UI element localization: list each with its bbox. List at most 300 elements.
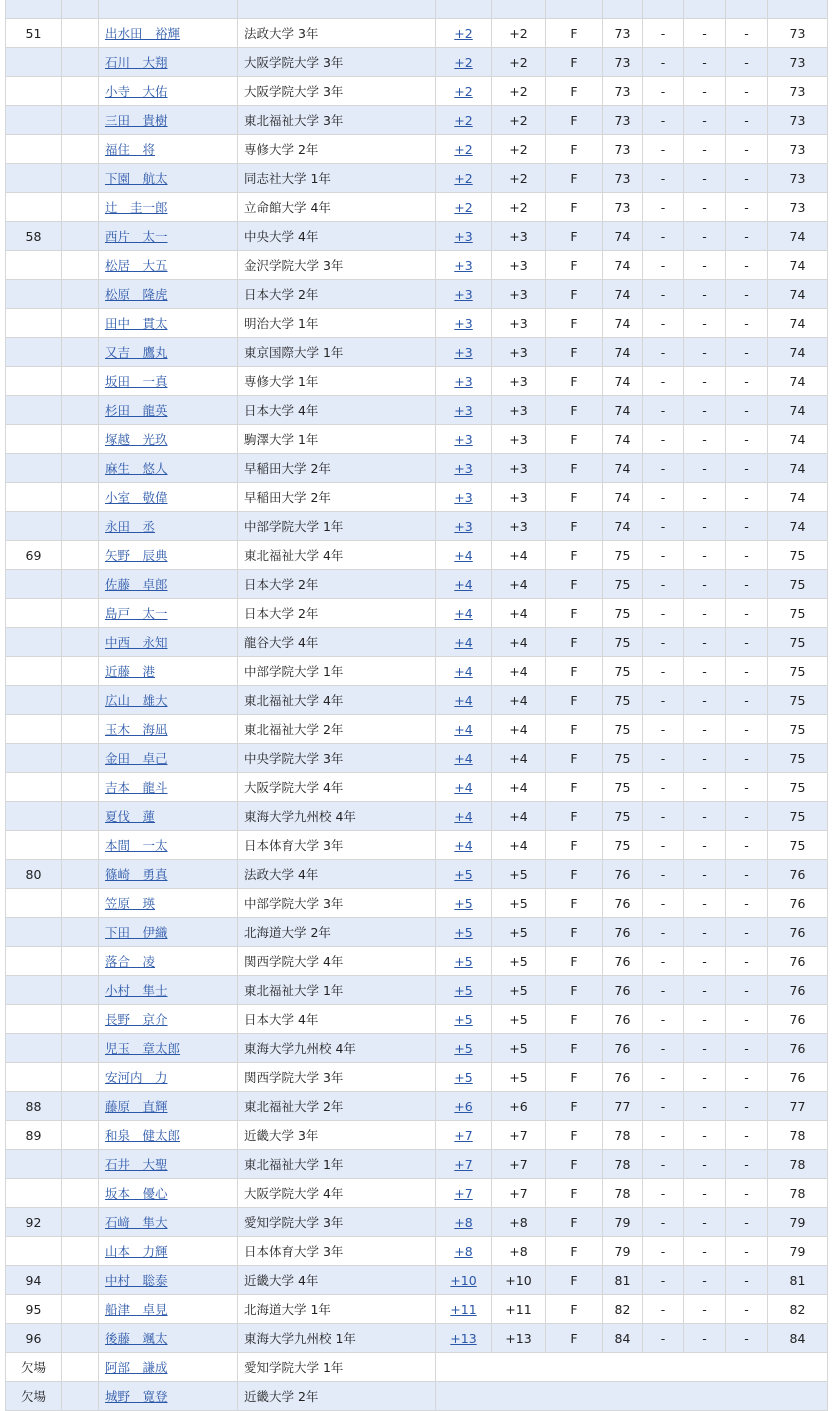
round1-cell: 76 <box>603 947 643 976</box>
rank-cell: 88 <box>6 1092 62 1121</box>
player-name <box>99 309 238 338</box>
score-cell-link[interactable]: +3 <box>454 460 473 476</box>
school-cell: 北海道大学 2年 <box>238 918 436 947</box>
round2-cell: - <box>643 1150 684 1179</box>
score-cell <box>436 686 492 715</box>
score-cell-link[interactable]: +3 <box>454 489 473 505</box>
round2-cell: - <box>643 1237 684 1266</box>
score-cell-link[interactable]: +3 <box>454 257 473 273</box>
rank-cell <box>6 164 62 193</box>
player-name-link[interactable]: 下田 伊織 <box>105 925 168 940</box>
rank-cell: 94 <box>6 1266 62 1295</box>
round2-cell: - <box>643 860 684 889</box>
player-name <box>99 164 238 193</box>
to-par-cell: +8 <box>492 1237 546 1266</box>
score-cell-link[interactable]: +5 <box>454 895 473 911</box>
player-name <box>99 686 238 715</box>
table-row <box>6 1237 828 1266</box>
empty-cell <box>436 1353 828 1382</box>
score-cell-link[interactable]: +4 <box>454 692 473 708</box>
school-cell: 大阪学院大学 4年 <box>238 1179 436 1208</box>
player-name-link[interactable]: 児玉 章太郎 <box>105 1041 181 1056</box>
spacer-cell <box>62 976 99 1005</box>
round2-cell: - <box>643 1005 684 1034</box>
round3-cell: - <box>684 570 726 599</box>
to-par-cell: +6 <box>492 1092 546 1121</box>
score-cell-link[interactable]: +6 <box>454 1098 473 1114</box>
score-cell <box>436 454 492 483</box>
score-cell-link[interactable]: +2 <box>454 141 473 157</box>
round3-cell: - <box>684 77 726 106</box>
player-name-link[interactable]: 玉木 海凪 <box>105 722 168 737</box>
rank-cell <box>6 1237 62 1266</box>
spacer-cell <box>62 918 99 947</box>
spacer-cell <box>62 599 99 628</box>
spacer-cell <box>62 686 99 715</box>
score-cell-link[interactable]: +2 <box>454 112 473 128</box>
player-name <box>99 628 238 657</box>
score-cell <box>436 135 492 164</box>
score-cell-link[interactable]: +4 <box>454 576 473 592</box>
spacer-cell <box>62 1266 99 1295</box>
table-row <box>6 280 828 309</box>
score-cell-link[interactable]: +4 <box>454 721 473 737</box>
round4-cell: - <box>726 222 768 251</box>
spacer-cell <box>62 657 99 686</box>
school-cell: 東海大学九州校 1年 <box>238 1324 436 1353</box>
total-cell: 76 <box>768 860 828 889</box>
to-par-cell: +3 <box>492 512 546 541</box>
player-name <box>99 338 238 367</box>
player-name-link[interactable]: 安河内 力 <box>105 1070 168 1085</box>
score-cell-link[interactable]: +3 <box>454 373 473 389</box>
spacer-cell <box>62 483 99 512</box>
score-cell-link[interactable]: +3 <box>454 402 473 418</box>
player-name-link[interactable]: 山本 力輝 <box>105 1244 168 1259</box>
thru-cell: F <box>546 715 603 744</box>
round1-cell: 75 <box>603 715 643 744</box>
school-cell: 日本大学 2年 <box>238 599 436 628</box>
thru-cell: F <box>546 280 603 309</box>
spacer-cell <box>62 860 99 889</box>
round1-cell: 75 <box>603 541 643 570</box>
to-par-cell: +2 <box>492 77 546 106</box>
to-par-cell: +5 <box>492 1063 546 1092</box>
to-par-cell: +7 <box>492 1179 546 1208</box>
score-cell-link[interactable]: +5 <box>454 866 473 882</box>
table-row <box>6 164 828 193</box>
round4-cell: - <box>726 657 768 686</box>
score-cell <box>436 628 492 657</box>
school-cell: 龍谷大学 4年 <box>238 628 436 657</box>
spacer-cell <box>62 280 99 309</box>
round3-cell: - <box>684 309 726 338</box>
score-cell <box>436 164 492 193</box>
to-par-cell: +7 <box>492 1150 546 1179</box>
player-name-link[interactable]: 坂本 優心 <box>105 1186 168 1201</box>
score-cell <box>436 1208 492 1237</box>
score-cell-link[interactable]: +5 <box>454 1011 473 1027</box>
player-name <box>99 77 238 106</box>
player-name-link[interactable]: 田中 貫太 <box>105 316 168 331</box>
score-cell-link[interactable]: +2 <box>454 199 473 215</box>
player-name-link[interactable]: 永田 丞 <box>105 519 156 534</box>
score-cell <box>436 1295 492 1324</box>
player-name <box>99 715 238 744</box>
thru-cell: F <box>546 1092 603 1121</box>
player-name <box>99 251 238 280</box>
thru-cell: F <box>546 1324 603 1353</box>
round1-cell: 74 <box>603 338 643 367</box>
player-name-link[interactable]: 広山 雄大 <box>105 693 168 708</box>
rank-cell <box>6 686 62 715</box>
round2-cell: - <box>643 802 684 831</box>
school-cell: 日本大学 4年 <box>238 396 436 425</box>
school-cell: 立命館大学 4年 <box>238 193 436 222</box>
table-row <box>6 1324 828 1353</box>
thru-cell: F <box>546 48 603 77</box>
score-cell-link[interactable]: +7 <box>454 1185 473 1201</box>
player-name-link[interactable]: 塚越 光玖 <box>105 432 168 447</box>
round1-cell: 74 <box>603 309 643 338</box>
score-cell-link[interactable]: +8 <box>454 1243 473 1259</box>
player-name <box>99 1150 238 1179</box>
player-name-link[interactable]: 近藤 港 <box>105 664 156 679</box>
player-name-link[interactable]: 島戸 太一 <box>105 606 168 621</box>
round3-cell: - <box>684 686 726 715</box>
round1-cell: 74 <box>603 454 643 483</box>
round3-cell: - <box>684 135 726 164</box>
total-cell: 73 <box>768 106 828 135</box>
score-cell-link[interactable]: +4 <box>454 663 473 679</box>
player-name-link[interactable]: 石川 大翔 <box>105 55 168 70</box>
school-cell: 東北福祉大学 1年 <box>238 1150 436 1179</box>
player-name-link[interactable]: 後藤 颯太 <box>105 1331 168 1346</box>
player-name-link[interactable]: 本間 一太 <box>105 838 168 853</box>
score-cell-link[interactable]: +5 <box>454 1040 473 1056</box>
round3-cell: - <box>684 1295 726 1324</box>
player-name-link[interactable]: 藤原 直輝 <box>105 1099 168 1114</box>
table-row <box>6 367 828 396</box>
player-name <box>99 1063 238 1092</box>
round4-cell: - <box>726 1324 768 1353</box>
total-cell: 73 <box>768 77 828 106</box>
score-cell <box>436 280 492 309</box>
score-cell-link[interactable]: +3 <box>454 286 473 302</box>
table-row <box>6 338 828 367</box>
player-name-link[interactable]: 矢野 辰典 <box>105 548 168 563</box>
round3-cell: - <box>684 918 726 947</box>
to-par-cell: +3 <box>492 367 546 396</box>
round2-cell: - <box>643 599 684 628</box>
rank-cell: 58 <box>6 222 62 251</box>
score-cell-link[interactable]: +2 <box>454 170 473 186</box>
round4-cell: - <box>726 106 768 135</box>
round4-cell: - <box>726 1063 768 1092</box>
score-cell <box>436 744 492 773</box>
player-name-link[interactable]: 城野 寛登 <box>105 1389 168 1404</box>
round4-cell <box>726 0 768 19</box>
score-cell-link[interactable]: +5 <box>454 924 473 940</box>
score-cell-link[interactable]: +4 <box>454 808 473 824</box>
round2-cell: - <box>643 889 684 918</box>
player-name-link[interactable]: 笠原 瑛 <box>105 896 156 911</box>
round3-cell: - <box>684 860 726 889</box>
player-name-link[interactable]: 吉本 龍斗 <box>105 780 168 795</box>
player-name-link[interactable]: 小室 敬偉 <box>105 490 168 505</box>
score-cell-link[interactable]: +11 <box>450 1301 477 1317</box>
round1-cell: 73 <box>603 135 643 164</box>
round1-cell: 75 <box>603 628 643 657</box>
score-cell <box>436 483 492 512</box>
total-cell: 73 <box>768 193 828 222</box>
score-cell <box>436 1005 492 1034</box>
player-name <box>99 1324 238 1353</box>
round3-cell: - <box>684 1237 726 1266</box>
thru-cell: F <box>546 1179 603 1208</box>
round2-cell: - <box>643 483 684 512</box>
score-cell-link[interactable]: +2 <box>454 25 473 41</box>
player-name-link[interactable]: 中村 聡泰 <box>105 1273 168 1288</box>
school-cell: 愛知学院大学 1年 <box>238 1353 436 1382</box>
school-cell: 専修大学 1年 <box>238 367 436 396</box>
rank-cell: 69 <box>6 541 62 570</box>
round1-cell: 73 <box>603 77 643 106</box>
thru-cell: F <box>546 251 603 280</box>
player-name <box>99 106 238 135</box>
score-cell <box>436 802 492 831</box>
round3-cell: - <box>684 425 726 454</box>
score-cell <box>436 1324 492 1353</box>
spacer-cell <box>62 715 99 744</box>
player-name-link[interactable]: 篠崎 勇真 <box>105 867 168 882</box>
round1-cell: 73 <box>603 164 643 193</box>
table-row <box>6 222 828 251</box>
spacer-cell <box>62 19 99 48</box>
spacer-cell <box>62 0 99 19</box>
round1-cell: 74 <box>603 367 643 396</box>
total-cell: 78 <box>768 1121 828 1150</box>
total-cell: 75 <box>768 628 828 657</box>
spacer-cell <box>62 541 99 570</box>
score-cell-link[interactable]: +3 <box>454 228 473 244</box>
score-cell-link[interactable]: +5 <box>454 953 473 969</box>
total-cell <box>768 0 828 19</box>
player-name <box>99 744 238 773</box>
spacer-cell <box>62 1237 99 1266</box>
thru-cell: F <box>546 1034 603 1063</box>
player-name-link[interactable]: 和泉 健太郎 <box>105 1128 181 1143</box>
player-name <box>99 512 238 541</box>
table-row <box>6 802 828 831</box>
player-name-link[interactable]: 福住 将 <box>105 142 156 157</box>
school-cell: 中央大学 4年 <box>238 222 436 251</box>
round4-cell: - <box>726 512 768 541</box>
score-cell-link[interactable]: +7 <box>454 1156 473 1172</box>
round4-cell: - <box>726 773 768 802</box>
spacer-cell <box>62 831 99 860</box>
thru-cell: F <box>546 976 603 1005</box>
player-name-link[interactable]: 又吉 鷹丸 <box>105 345 168 360</box>
thru-cell: F <box>546 1063 603 1092</box>
round2-cell: - <box>643 454 684 483</box>
round1-cell: 77 <box>603 1092 643 1121</box>
score-cell-link[interactable]: +3 <box>454 315 473 331</box>
thru-cell: F <box>546 860 603 889</box>
player-name-link[interactable]: 石﨑 隼大 <box>105 1215 168 1230</box>
player-name <box>99 1034 238 1063</box>
round4-cell: - <box>726 396 768 425</box>
player-name-link[interactable]: 三田 貴樹 <box>105 113 168 128</box>
score-cell-link[interactable]: +7 <box>454 1127 473 1143</box>
player-name-link[interactable]: 辻 圭一郎 <box>105 200 168 215</box>
thru-cell: F <box>546 918 603 947</box>
to-par-cell: +4 <box>492 715 546 744</box>
thru-cell: F <box>546 831 603 860</box>
table-row <box>6 19 828 48</box>
score-cell <box>436 831 492 860</box>
score-cell <box>436 512 492 541</box>
player-name-link[interactable]: 小寺 大佑 <box>105 84 168 99</box>
to-par-cell: +2 <box>492 48 546 77</box>
score-cell <box>436 715 492 744</box>
round3-cell: - <box>684 338 726 367</box>
round4-cell: - <box>726 77 768 106</box>
score-cell-link[interactable]: +3 <box>454 344 473 360</box>
player-name <box>99 831 238 860</box>
score-cell-link[interactable]: +5 <box>454 982 473 998</box>
total-cell: 74 <box>768 280 828 309</box>
score-cell-link[interactable]: +3 <box>454 518 473 534</box>
score-cell-link[interactable]: +4 <box>454 750 473 766</box>
round2-cell: - <box>643 1121 684 1150</box>
spacer-cell <box>62 1324 99 1353</box>
player-name <box>99 1382 238 1411</box>
score-cell-link[interactable]: +4 <box>454 837 473 853</box>
table-row <box>6 1353 828 1382</box>
to-par-cell: +3 <box>492 425 546 454</box>
player-name-link[interactable]: 金田 卓己 <box>105 751 168 766</box>
spacer-cell <box>62 251 99 280</box>
player-name-link[interactable]: 坂田 一真 <box>105 374 168 389</box>
round1-cell: 73 <box>603 193 643 222</box>
player-name-link[interactable]: 夏伐 蓮 <box>105 809 156 824</box>
player-name-link[interactable]: 西片 太一 <box>105 229 168 244</box>
thru-cell: F <box>546 541 603 570</box>
table-row <box>6 1295 828 1324</box>
total-cell: 75 <box>768 686 828 715</box>
total-cell: 76 <box>768 976 828 1005</box>
rank-cell: 80 <box>6 860 62 889</box>
rank-cell: 96 <box>6 1324 62 1353</box>
round4-cell: - <box>726 802 768 831</box>
round1-cell: 82 <box>603 1295 643 1324</box>
score-cell-link[interactable]: +4 <box>454 547 473 563</box>
player-name-link[interactable]: 阿部 謙成 <box>105 1360 168 1375</box>
rank-cell: 92 <box>6 1208 62 1237</box>
player-name-link[interactable]: 落合 凌 <box>105 954 156 969</box>
player-name-link[interactable]: 出水田 裕輝 <box>105 26 181 41</box>
score-cell-link[interactable]: +13 <box>450 1330 477 1346</box>
to-par-cell: +3 <box>492 454 546 483</box>
score-cell-link[interactable]: +4 <box>454 634 473 650</box>
thru-cell: F <box>546 599 603 628</box>
to-par-cell: +3 <box>492 251 546 280</box>
to-par-cell: +4 <box>492 686 546 715</box>
spacer-cell <box>62 1179 99 1208</box>
round1-cell <box>603 0 643 19</box>
table-row <box>6 773 828 802</box>
player-name-link[interactable]: 小村 隼士 <box>105 983 168 998</box>
player-name-link[interactable]: 中西 永知 <box>105 635 168 650</box>
score-cell-link[interactable]: +3 <box>454 431 473 447</box>
score-cell-link[interactable]: +5 <box>454 1069 473 1085</box>
score-cell-link[interactable]: +4 <box>454 605 473 621</box>
round2-cell: - <box>643 309 684 338</box>
round3-cell: - <box>684 1063 726 1092</box>
to-par-cell: +2 <box>492 19 546 48</box>
round3-cell: - <box>684 367 726 396</box>
round1-cell: 76 <box>603 918 643 947</box>
player-name <box>99 193 238 222</box>
score-cell-link[interactable]: +10 <box>450 1272 477 1288</box>
player-name <box>99 889 238 918</box>
player-name <box>99 425 238 454</box>
table-row <box>6 1063 828 1092</box>
player-name-link[interactable]: 下園 航太 <box>105 171 168 186</box>
rank-cell <box>6 1150 62 1179</box>
round4-cell: - <box>726 976 768 1005</box>
round1-cell: 74 <box>603 396 643 425</box>
round1-cell: 74 <box>603 483 643 512</box>
player-name-link[interactable]: 長野 京介 <box>105 1012 168 1027</box>
player-name-link[interactable]: 石井 大聖 <box>105 1157 168 1172</box>
round2-cell: - <box>643 744 684 773</box>
score-cell-link[interactable]: +8 <box>454 1214 473 1230</box>
player-name-link[interactable]: 松原 隆虎 <box>105 287 168 302</box>
round3-cell: - <box>684 1121 726 1150</box>
thru-cell: F <box>546 1208 603 1237</box>
player-name-link[interactable]: 麻生 悠人 <box>105 461 168 476</box>
thru-cell: F <box>546 367 603 396</box>
score-cell-link[interactable]: +2 <box>454 83 473 99</box>
table-row <box>6 483 828 512</box>
round3-cell: - <box>684 889 726 918</box>
round1-cell: 75 <box>603 744 643 773</box>
round3-cell: - <box>684 599 726 628</box>
score-cell-link[interactable]: +4 <box>454 779 473 795</box>
spacer-cell <box>62 77 99 106</box>
round4-cell: - <box>726 425 768 454</box>
school-cell: 中部学院大学 3年 <box>238 889 436 918</box>
score-cell <box>436 338 492 367</box>
score-cell <box>436 19 492 48</box>
table-row <box>6 1092 828 1121</box>
score-cell-link[interactable]: +2 <box>454 54 473 70</box>
score-cell <box>436 976 492 1005</box>
player-name-link[interactable]: 松居 大五 <box>105 258 168 273</box>
player-name <box>99 657 238 686</box>
round4-cell: - <box>726 628 768 657</box>
school-cell: 愛知学院大学 3年 <box>238 1208 436 1237</box>
school-cell: 早稲田大学 2年 <box>238 483 436 512</box>
rank-cell <box>6 367 62 396</box>
to-par-cell: +5 <box>492 1034 546 1063</box>
table-row <box>6 570 828 599</box>
player-name-link[interactable]: 船津 卓見 <box>105 1302 168 1317</box>
player-name-link[interactable]: 杉田 龍英 <box>105 403 168 418</box>
player-name-link[interactable]: 佐藤 卓郎 <box>105 577 168 592</box>
